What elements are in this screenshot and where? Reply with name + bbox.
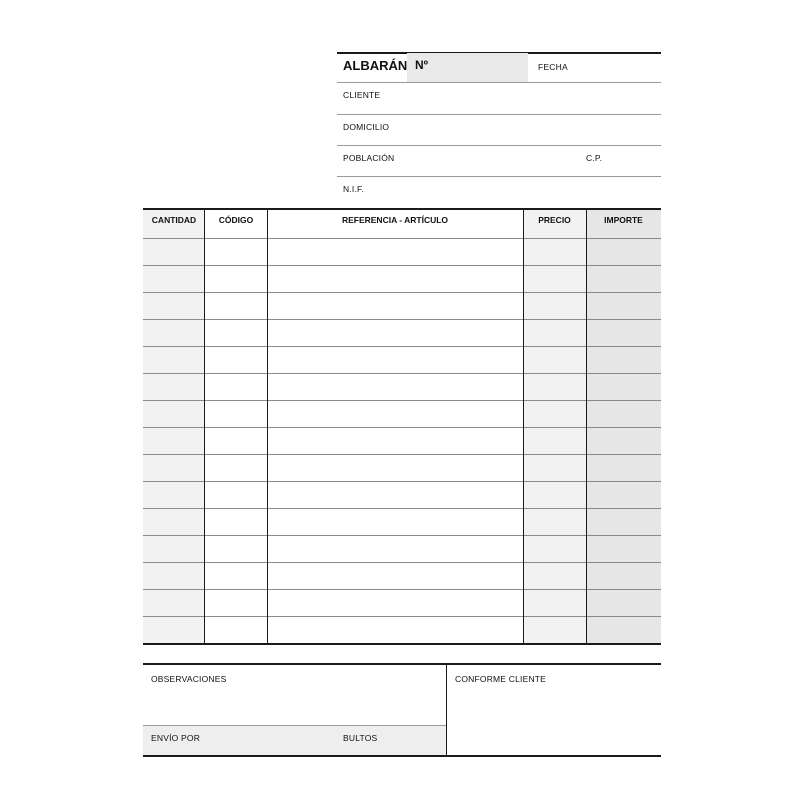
table-row bbox=[143, 400, 661, 401]
table-row bbox=[143, 589, 661, 590]
footer-top-rule bbox=[143, 663, 661, 665]
shipping-label: ENVÍO POR bbox=[151, 733, 201, 743]
header-rule bbox=[337, 82, 661, 83]
packages-label: BULTOS bbox=[343, 733, 378, 743]
address-label: DOMICILIO bbox=[343, 122, 390, 132]
table-row bbox=[143, 373, 661, 374]
town-label: POBLACIÓN bbox=[343, 153, 395, 163]
column-header-reference: REFERENCIA - ARTÍCULO bbox=[341, 215, 449, 225]
column-header-price: PRECIO bbox=[538, 215, 571, 225]
header-rule bbox=[337, 114, 661, 115]
delivery-note-header bbox=[337, 52, 661, 208]
column-divider bbox=[586, 210, 587, 643]
column-header-code: CÓDIGO bbox=[218, 215, 254, 225]
header-rule bbox=[337, 176, 661, 177]
footer-bottom-rule bbox=[143, 755, 661, 757]
tax-id-label: N.I.F. bbox=[343, 184, 365, 194]
table-row bbox=[143, 535, 661, 536]
table-row bbox=[143, 508, 661, 509]
column-divider bbox=[204, 210, 205, 643]
table-row bbox=[143, 292, 661, 293]
footer-rule bbox=[143, 725, 446, 726]
table-row bbox=[143, 346, 661, 347]
date-label: FECHA bbox=[538, 62, 568, 72]
postal-code-label: C.P. bbox=[586, 153, 603, 163]
table-row bbox=[143, 562, 661, 563]
items-table bbox=[143, 208, 661, 645]
column-header-amount: IMPORTE bbox=[604, 215, 643, 225]
column-divider bbox=[267, 210, 268, 643]
table-row bbox=[143, 319, 661, 320]
document-title: ALBARÁN bbox=[343, 58, 408, 73]
delivery-note-footer bbox=[143, 663, 661, 757]
table-row bbox=[143, 238, 661, 239]
table-top-rule bbox=[143, 208, 661, 210]
footer-divider bbox=[446, 665, 447, 755]
number-label: Nº bbox=[415, 58, 429, 72]
table-row bbox=[143, 427, 661, 428]
table-bottom-rule bbox=[143, 643, 661, 645]
table-row bbox=[143, 616, 661, 617]
client-label: CLIENTE bbox=[343, 90, 381, 100]
column-divider bbox=[523, 210, 524, 643]
column-header-quantity: CANTIDAD bbox=[151, 215, 197, 225]
table-row bbox=[143, 454, 661, 455]
header-rule bbox=[337, 145, 661, 146]
table-row bbox=[143, 481, 661, 482]
observations-label: OBSERVACIONES bbox=[151, 674, 227, 684]
table-row bbox=[143, 265, 661, 266]
client-approval-label: CONFORME CLIENTE bbox=[455, 674, 547, 684]
